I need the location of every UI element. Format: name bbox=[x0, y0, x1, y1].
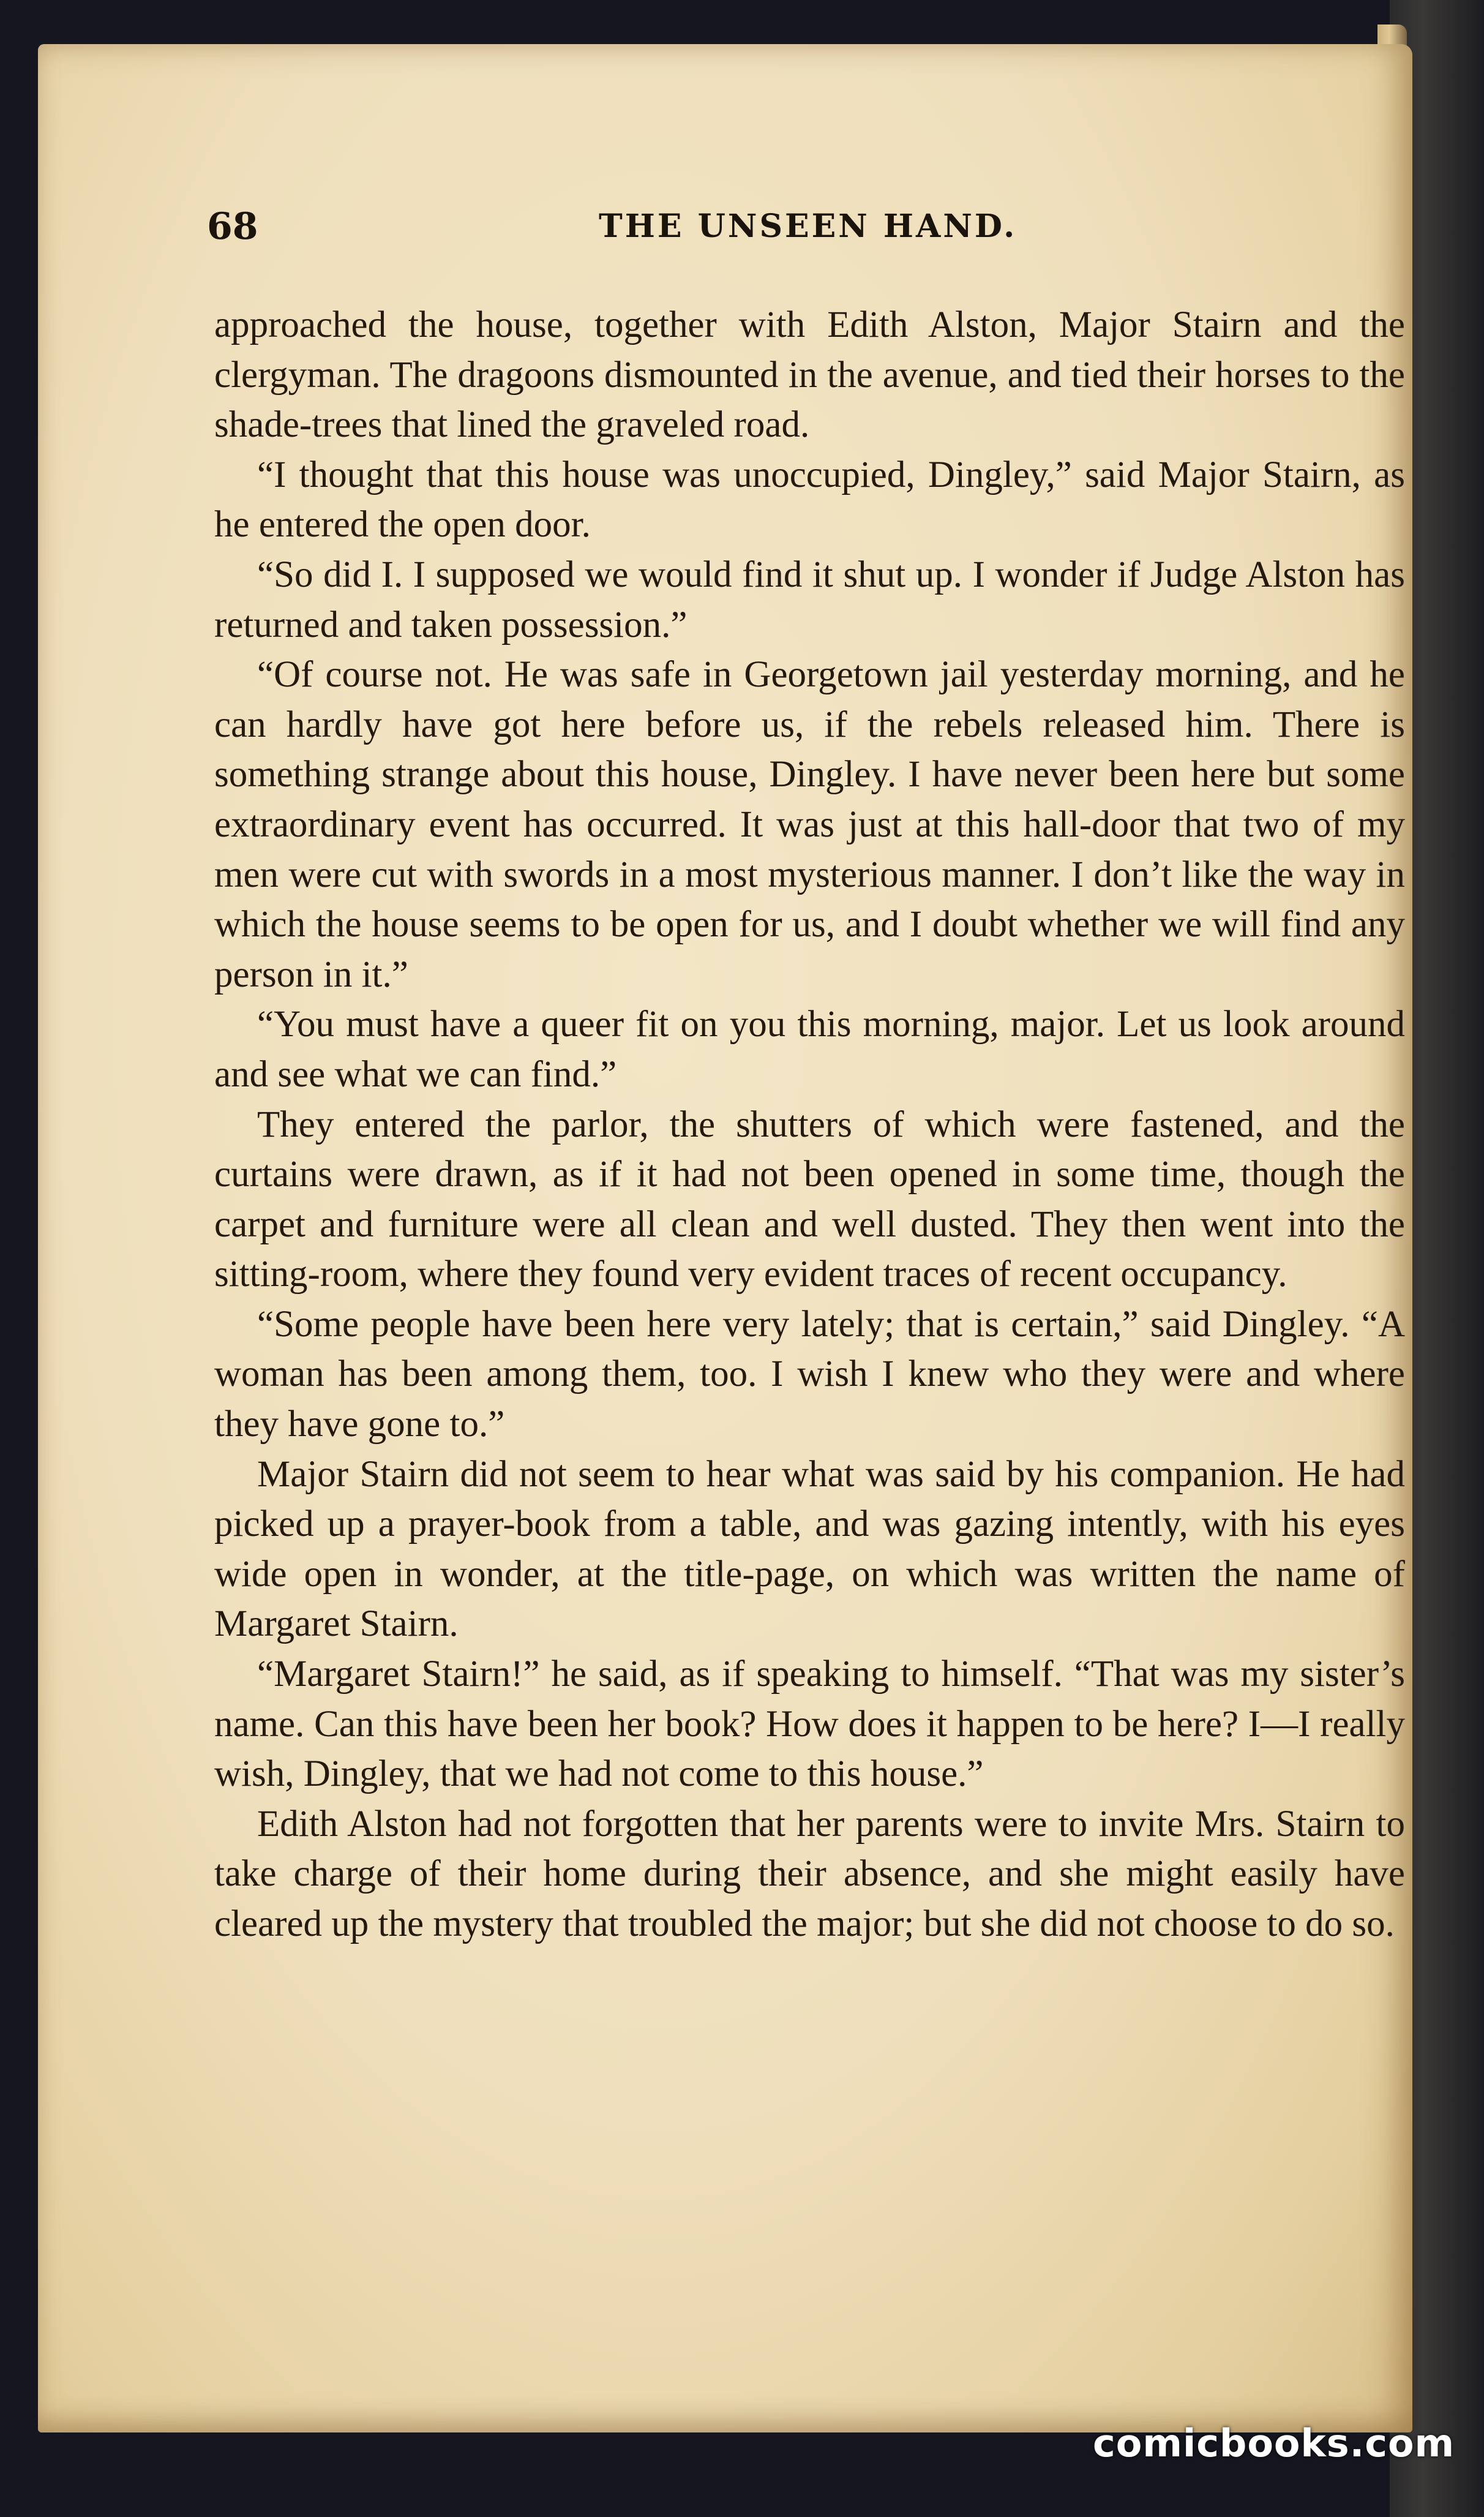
page-header bbox=[207, 202, 1401, 251]
paragraph: They entered the parlor, the shutters of which were fastened, and the curtains were drawn, as if it had not been opened in some time, though the carpet and furniture were all clean and well dusted. They then went into the sitting-room, where they found very evident traces of recent occupancy. bbox=[214, 1104, 1405, 1295]
paragraph: “So did I. I supposed we would find it shut up. I wonder if Judge Alston has returned and taken possession.” bbox=[214, 554, 1405, 645]
paragraph: “I thought that this house was unoccupied, Dingley,” said Major Stairn, as he entered the open door. bbox=[214, 454, 1405, 546]
running-title: THE UNSEEN HAND. bbox=[599, 208, 1017, 245]
body-text bbox=[214, 300, 1405, 1949]
paragraph: approached the house, together with Edith Alston, Major Stairn and the clergyman. The dragoons dismounted in the avenue, and tied their horses to the shade-trees that lined the graveled road. bbox=[214, 304, 1405, 446]
paragraph: “Of course not. He was safe in Georgetown jail yesterday morning, and he can hardly have got here before us, if the rebels released him. There is something strange about this house, Dingley. I have never been here but some extraordinary event has occurred. It was just at this hall-door that two of my men were cut with swords in a most mysterious manner. I don’t like the way in which the house seems to be open for us, and I doubt whether we will find any person in it.” bbox=[214, 654, 1405, 995]
paragraph: “You must have a queer fit on you this morning, major. Let us look around and see what we can find.” bbox=[214, 1004, 1405, 1095]
paragraph: “Margaret Stairn!” he said, as if speaking to himself. “That was my sister’s name. Can this have been her book? How does it happen to be here? I—I really wish, Dingley, that we had not come to this house.” bbox=[214, 1654, 1405, 1795]
paragraph: “Some people have been here very lately; that is certain,” said Dingley. “A woman has been among them, too. I wish I knew who they were and where they have gone to.” bbox=[214, 1303, 1405, 1445]
paragraph: Edith Alston had not forgotten that her parents were to invite Mrs. Stairn to take charge of their home during their absence, and she might easily have cleared up the mystery that troubled the major; but she did not choose to do so. bbox=[214, 1803, 1405, 1944]
page-number: 68 bbox=[207, 205, 258, 248]
watermark: comicbooks.com bbox=[1093, 2421, 1455, 2466]
paragraph: Major Stairn did not seem to hear what was said by his companion. He had picked up a prayer-book from a table, and was gazing intently, with his eyes wide open in wonder, at the title-page, on which was written the name of Margaret Stairn. bbox=[214, 1453, 1405, 1645]
